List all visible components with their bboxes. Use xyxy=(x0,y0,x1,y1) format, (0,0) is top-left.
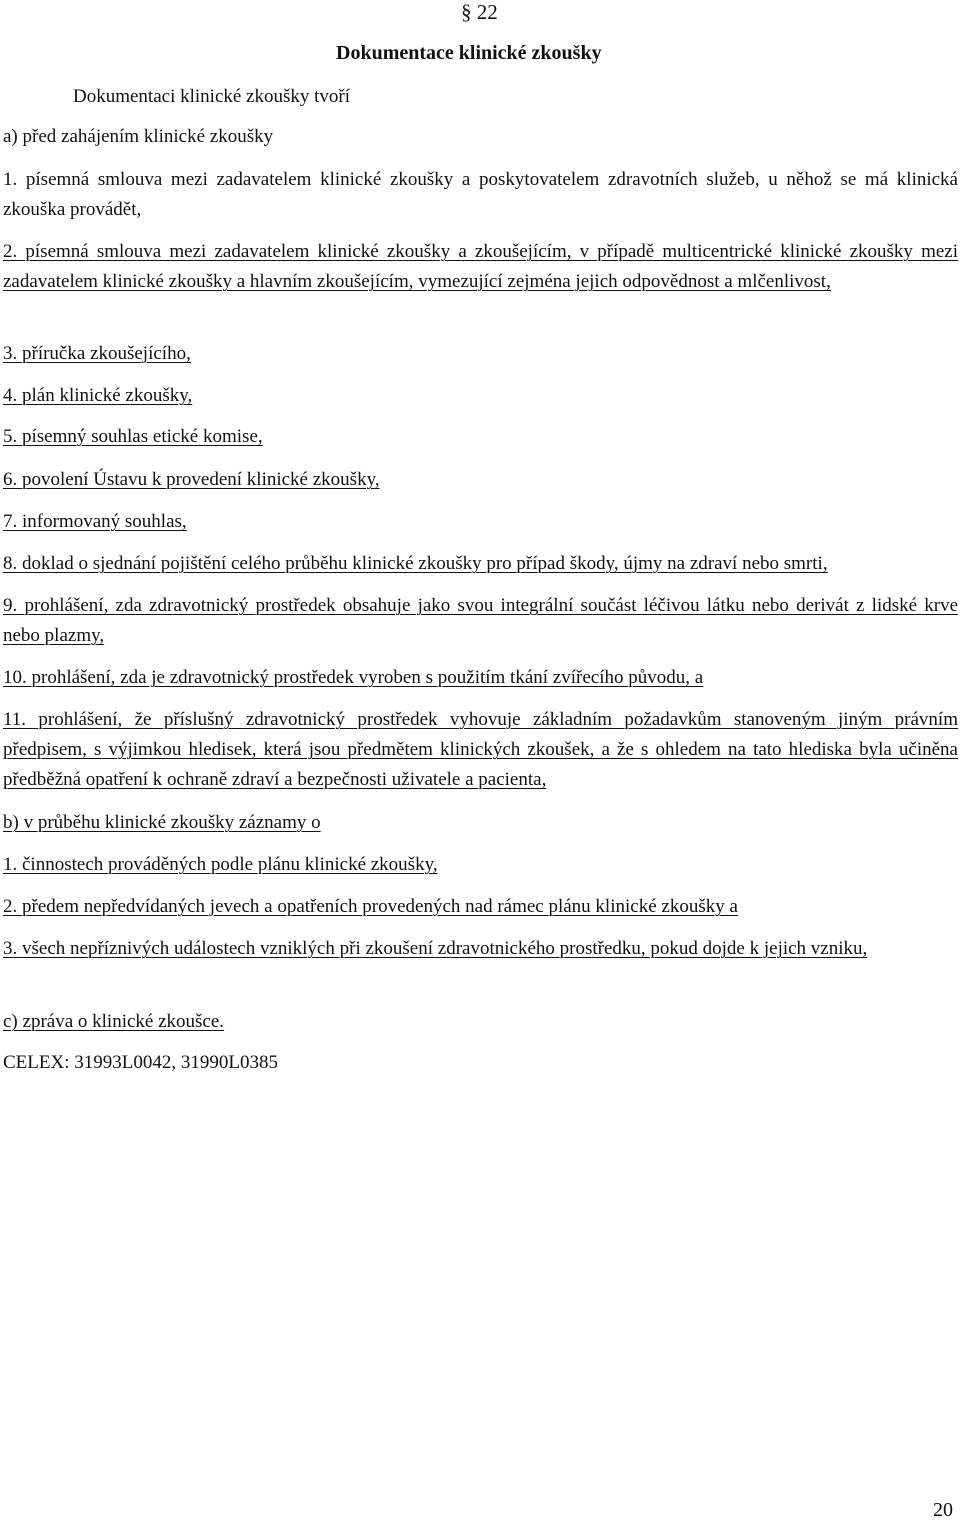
part-a-item-4: 4. plán klinické zkoušky, xyxy=(3,385,193,406)
part-a-item-8: 8. doklad o sjednání pojištění celého průběhu klinické zkoušky pro případ škody, újmy na zdraví nebo smrti, xyxy=(3,553,828,574)
part-a-item-6: 6. povolení Ústavu k provedení klinické zkoušky, xyxy=(3,469,380,490)
section-title: Dokumentace klinické zkoušky xyxy=(336,42,602,64)
part-b-heading: b) v průběhu klinické zkoušky záznamy o xyxy=(3,812,321,833)
part-c-heading: c) zpráva o klinické zkoušce. xyxy=(3,1011,225,1032)
part-b-item-1: 1. činnostech prováděných podle plánu klinické zkoušky, xyxy=(3,854,438,875)
page-number: 20 xyxy=(933,1499,953,1521)
part-a-heading: a) před zahájením klinické zkoušky xyxy=(3,126,274,147)
part-a-item-10: 10. prohlášení, zda je zdravotnický prostředek vyroben s použitím tkání zvířecího původu, a xyxy=(3,667,704,688)
part-b-item-2: 2. předem nepředvídaných jevech a opatřeních provedených nad rámec plánu klinické zkoušky a xyxy=(3,896,738,917)
part-b-item-3: 3. všech nepříznivých událostech vzniklých při zkoušení zdravotnického prostředku, pokud dojde k jejich vzniku, xyxy=(3,938,868,959)
part-a-item-3: 3. příručka zkoušejícího, xyxy=(3,343,191,364)
section-mark: § 22 xyxy=(461,0,498,24)
celex-reference: CELEX: 31993L0042, 31990L0385 xyxy=(3,1052,278,1073)
part-a-item-2: 2. písemná smlouva mezi zadavatelem klinické zkoušky a zkoušejícím, v případě multicentrické klinické zkoušky mezi zadavatelem klinické zkoušky a hlavním zkoušejícím, vymezující zejména jejich odpovědnost a mlčenlivost, xyxy=(3,241,958,292)
part-a-item-11: 11. prohlášení, že příslušný zdravotnický prostředek vyhovuje základním požadavkům stanoveným jiným právním předpisem, s výjimkou hledisek, která jsou předmětem klinických zkoušek, a že s ohledem na tato hlediska byla učiněna předběžná opatření k ochraně zdraví a bezpečnosti uživatele a pacienta, xyxy=(3,709,958,790)
intro-text: Dokumentaci klinické zkoušky tvoří xyxy=(73,86,351,107)
part-a-item-7: 7. informovaný souhlas, xyxy=(3,511,187,532)
part-a-item-9: 9. prohlášení, zda zdravotnický prostředek obsahuje jako svou integrální součást léčivou látku nebo derivát z lidské krve nebo plazmy, xyxy=(3,595,958,646)
part-a-item-5: 5. písemný souhlas etické komise, xyxy=(3,426,263,447)
part-a-item-1: 1. písemná smlouva mezi zadavatelem klinické zkoušky a poskytovatelem zdravotních služeb, u něhož se má klinická zkouška provádět, xyxy=(3,169,958,220)
